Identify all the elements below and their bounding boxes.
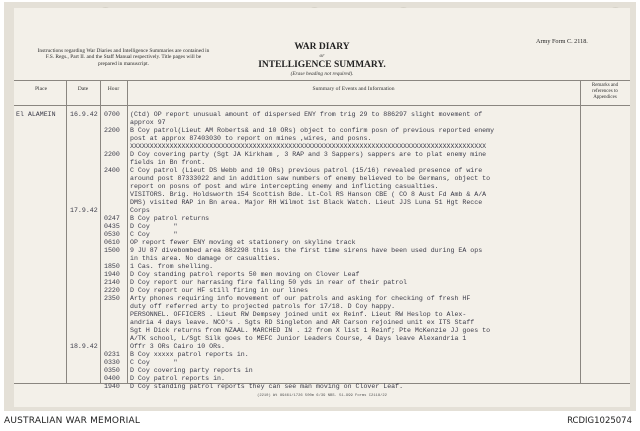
column-rule bbox=[100, 80, 101, 383]
entry-time: 2140 bbox=[104, 279, 120, 286]
entry-text: B Coy xxxxx patrol reports in. bbox=[130, 351, 249, 358]
entry-text: B Coy patrol returns bbox=[130, 215, 210, 222]
entry-time: 0400 bbox=[104, 375, 120, 382]
printer-imprint: (2210) Wt 89461/1726 500m 6/39 NBS. 51-999 Forms C2118/22 bbox=[257, 394, 387, 398]
entry-text: (Ctd) OP report unusual amount of dispersed ENY from trig 29 to 886297 slight movement of bbox=[130, 111, 483, 118]
entry-text: OP report fewer ENY moving et stationery on skyline track bbox=[130, 239, 356, 246]
entry-text: around post 87333022 and in addition saw numbers of enemy believed to be Germans, object to bbox=[130, 175, 491, 182]
title-intelligence-summary: INTELLIGENCE SUMMARY. bbox=[258, 60, 386, 70]
title-note: (Erase heading not required). bbox=[290, 71, 354, 77]
entry-text: fields in Bn front. bbox=[130, 159, 206, 166]
entry-time: 0530 bbox=[104, 231, 120, 238]
diary-sheet-backing bbox=[4, 2, 636, 411]
entry-text: Corps bbox=[130, 207, 150, 214]
entry-text: Offr 3 ORs Cairo 10 ORs. bbox=[130, 343, 225, 350]
place-entry: El ALAMEIN bbox=[16, 111, 56, 118]
entry-text: Arty phones requiring info movement of our patrols and asking for checking of fresh HF bbox=[130, 295, 471, 302]
title-or: or bbox=[319, 53, 325, 59]
date-entry: 18.9.42 bbox=[70, 343, 98, 350]
entry-text: C Coy patrol (Lieut DS Webb and 10 ORs) previous patrol (15/16) revealed presence of wire bbox=[130, 167, 483, 174]
entry-text: B Coy patrol(Lieut AM Roberts& and 10 ORs) object to confirm posn of previous reported enemy bbox=[130, 127, 495, 134]
entry-time: 0610 bbox=[104, 239, 120, 246]
entry-text: D Coy covering party reports in bbox=[130, 367, 253, 374]
entry-text: DMS) visited RAP in Bn area. Major RH Wilmot 1st Black Watch. Lieut JJS Luna 51 Hgt Recce bbox=[130, 199, 483, 206]
entry-text: D Coy standing patrol reports 50 men moving on Clover Leaf bbox=[130, 271, 360, 278]
title-war-diary: WAR DIARY bbox=[294, 42, 350, 52]
column-header-hour: Hour bbox=[107, 86, 120, 92]
army-form-number: Army Form C. 2118. bbox=[536, 38, 588, 45]
column-header-date: Date bbox=[77, 86, 89, 92]
entry-text: D Coy covering party (Sgt JA Kirkham , 3 RAP and 3 Sappers) sappers are to plat enemy mine bbox=[130, 151, 487, 158]
entry-time: 2200 bbox=[104, 127, 120, 134]
entry-text: VISITORS. Brig. Holdsworth 154 Scottish Bde. Lt-Col RS Hanson CBE ( CO 8 Aust Fd Amb & A/A bbox=[130, 191, 487, 198]
entry-text: andria 4 days leave. NCO's . Sgts RD Singleton and AR Carson rejoined unit ex ITS Staff bbox=[130, 319, 475, 326]
war-diary-page bbox=[14, 8, 630, 407]
entry-time: 1940 bbox=[104, 383, 120, 390]
entry-time: 2200 bbox=[104, 151, 120, 158]
archive-reference: RCDIG1025074 bbox=[567, 416, 632, 426]
entry-text: A/TK school, L/Sgt Silk goes to MEFC Junior Leaders Course, 4 Days leave Alexandria 1 bbox=[130, 335, 467, 342]
archive-name: AUSTRALIAN WAR MEMORIAL bbox=[4, 416, 141, 426]
entry-time: 2350 bbox=[104, 295, 120, 302]
column-rule bbox=[66, 80, 67, 383]
table-top-rule bbox=[14, 80, 630, 81]
entry-time: 0350 bbox=[104, 367, 120, 374]
entry-text: D Coy report our HF still firing in our lines bbox=[130, 287, 309, 294]
entry-text: in this area. No damage or casualties. bbox=[130, 255, 281, 262]
entry-text: 1 Cas. from shelling. bbox=[130, 263, 214, 270]
entry-time: 1940 bbox=[104, 271, 120, 278]
column-rule bbox=[127, 80, 128, 383]
date-entry: 17.9.42 bbox=[70, 207, 98, 214]
entry-text: PERSONNEL. OFFICERS . Lieut RW Dempsey joined unit ex Reinf. Lieut RW Heslop to Alex- bbox=[130, 311, 467, 318]
entry-time: 2400 bbox=[104, 167, 120, 174]
entry-text: D Coy standing patrol reports they can see man moving on Clover Leaf. bbox=[130, 383, 404, 390]
entry-time: 0330 bbox=[104, 359, 120, 366]
entry-text: C Coy " bbox=[130, 231, 178, 238]
entry-text: duty off referred arty to projected patrols for 17/18. D Coy happy. bbox=[130, 303, 396, 310]
entry-time: 1850 bbox=[104, 263, 120, 270]
entry-text: 9 JU 87 divebombed area 882298 this is the first time sirens have been used during EA ops bbox=[130, 247, 483, 254]
column-header-summary: Summary of Events and Information bbox=[312, 86, 395, 92]
entry-text: D Coy report our harrasing fire falling 50 yds in rear of their patrol bbox=[130, 279, 407, 286]
entry-text: post at approx 87403030 to report on mines ,wires, and posns. bbox=[130, 135, 372, 142]
entry-text: XXXXXXXXXXXXXXXXXXXXXXXXXXXXXXXXXXXXXXXXXXXXXXXXXXXXXXXXXXXXXXXXXXXXXXXXXXXXXXXXXXXXXXXXXX bbox=[130, 143, 487, 150]
entry-time: 0435 bbox=[104, 223, 120, 230]
entry-text: C Coy " bbox=[130, 359, 178, 366]
entry-time: 2220 bbox=[104, 287, 120, 294]
entry-text: D Coy " bbox=[130, 223, 178, 230]
entry-text: D Coy patrol reports in. bbox=[130, 375, 225, 382]
entry-time: 0700 bbox=[104, 111, 120, 118]
entry-time: 0247 bbox=[104, 215, 120, 222]
column-header-place: Place bbox=[34, 86, 48, 92]
date-entry: 16.9.42 bbox=[70, 111, 98, 118]
column-rule bbox=[580, 80, 581, 383]
entry-time: 0231 bbox=[104, 351, 120, 358]
entry-text: report on posns of post and wire intercepting enemy and inflicting casualties. bbox=[130, 183, 439, 190]
instructions-text: Instructions regarding War Diaries and Intelligence Summaries are contained in F.S. Regs., Part II. and the Staff Manual respectively. Title pages will be prepared in manuscript. bbox=[37, 48, 210, 67]
entry-time: 1500 bbox=[104, 247, 120, 254]
table-header-rule bbox=[14, 105, 630, 106]
archive-credit-bar bbox=[0, 411, 640, 431]
entry-text: Sgt H Dick returns from NZAAL. MARCHED IN . 12 from X list 1 Reinf; Pte McKenzie JJ goes to bbox=[130, 327, 491, 334]
entry-text: approx 97 bbox=[130, 119, 166, 126]
column-header-remarks: Remarks and references to Appendices bbox=[591, 83, 619, 100]
